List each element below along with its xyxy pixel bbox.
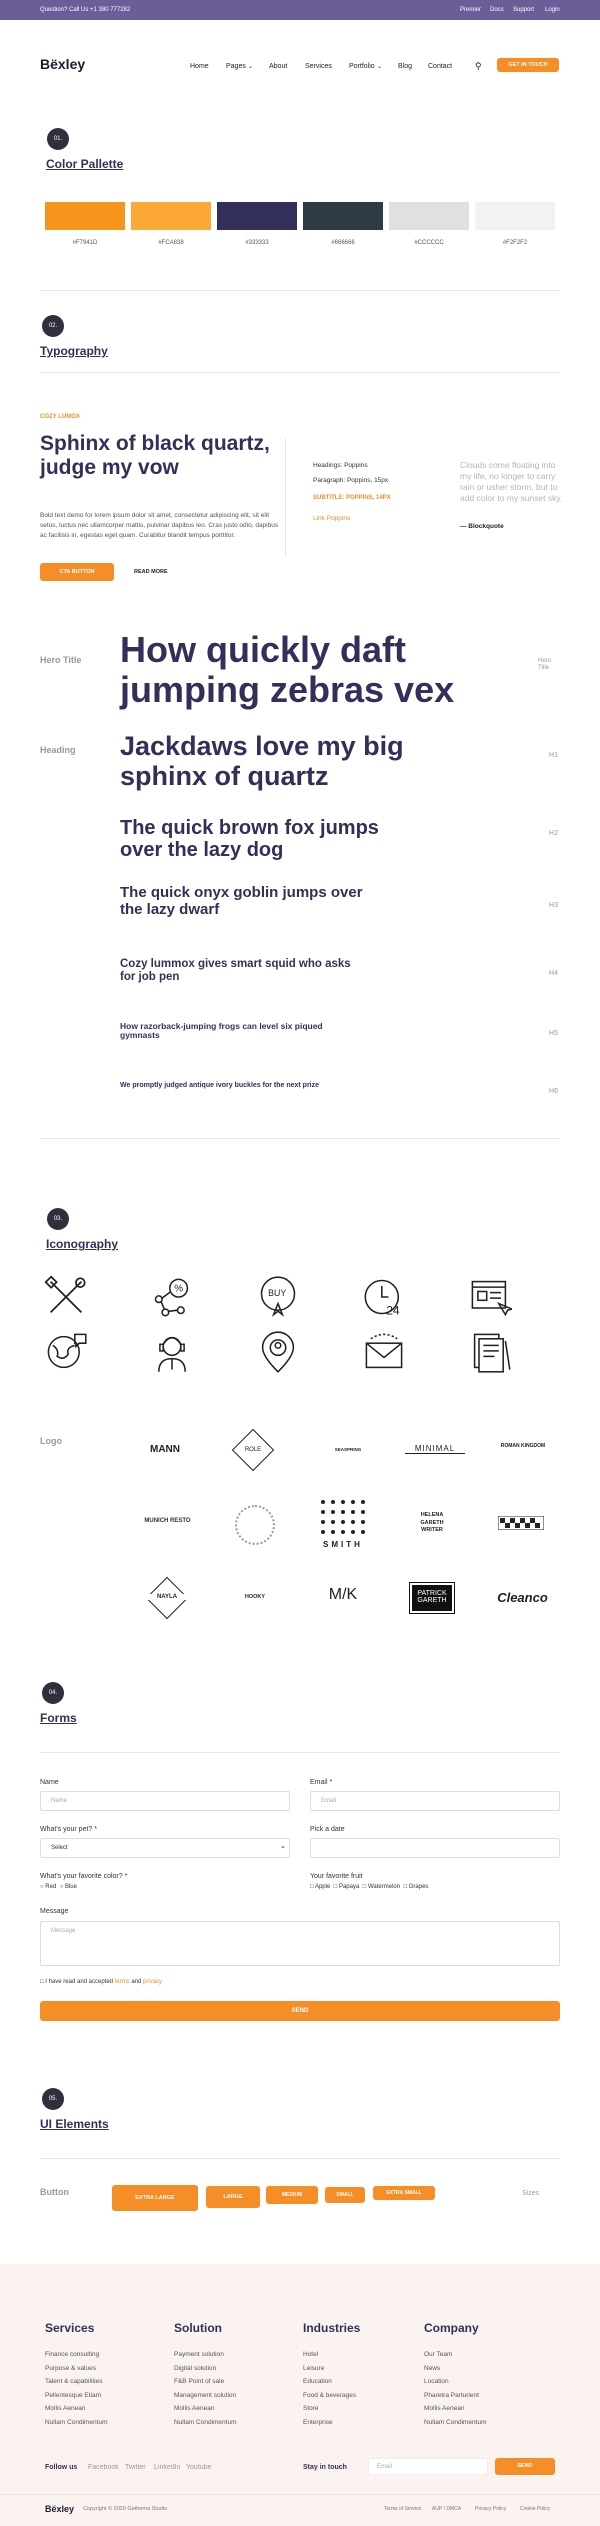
globe-chat-icon [44, 1330, 88, 1374]
topbar-link-docs[interactable]: Docs [490, 7, 504, 13]
checkbox-papaya[interactable]: □ Papaya [333, 1884, 360, 1890]
footer-heading: Services [45, 2321, 95, 2335]
divider [285, 438, 286, 556]
logo-cleanco: Cleanco [497, 1590, 548, 1605]
h2-sample: The quick brown fox jumps over the lazy dog [120, 817, 379, 861]
hero-title-sample: How quickly daft jumping zebras vex [120, 629, 455, 710]
pet-label: What's your pet? * [40, 1826, 97, 1833]
support-agent-icon [150, 1330, 194, 1374]
color-swatch [389, 202, 469, 230]
footer-logo[interactable]: Bëxley [45, 2504, 75, 2514]
tools-icon [44, 1275, 88, 1319]
nav-pages[interactable]: Pages [226, 63, 246, 70]
svg-text:BUY: BUY [268, 1287, 287, 1298]
email-input[interactable]: Email [310, 1791, 560, 1811]
footer-link[interactable]: Pharetra Parturient [424, 2391, 479, 2399]
section-title: Color Pallette [46, 157, 124, 171]
footer-link[interactable]: Leisure [303, 2364, 325, 2372]
topbar-link-login[interactable]: Login [545, 7, 560, 13]
color-label: What's your favorite color? * [40, 1873, 128, 1880]
stay-in-touch-label: Stay in touch [303, 2464, 347, 2471]
radio-red[interactable]: ○ Red [40, 1884, 57, 1890]
button-extra-small[interactable]: EXTRA SMALL [373, 2186, 435, 2200]
footer-column-industries [303, 2321, 360, 2432]
chevron-down-icon: ⌄ [248, 64, 254, 70]
email-label: Email * [310, 1779, 333, 1786]
main-nav [0, 20, 600, 70]
footer-link[interactable]: Nullam Condimentum [174, 2418, 237, 2426]
footer-link[interactable]: Payment solution [174, 2351, 224, 2358]
button-large[interactable]: LARGE [206, 2186, 260, 2208]
topbar-link-support[interactable]: Support [513, 7, 535, 13]
legal-terms[interactable]: Terms of Service [384, 2506, 422, 2512]
message-textarea[interactable]: Message [40, 1921, 560, 1966]
h4-sample: Cozy lummox gives smart squid who asks for job pen [120, 958, 351, 983]
h3-sample: The quick onyx goblin jumps over the lazy dwarf [120, 884, 363, 918]
heading-label: Heading [40, 745, 76, 755]
legal-privacy[interactable]: Privacy Policy [475, 2506, 507, 2512]
footer-heading: Solution [174, 2321, 222, 2335]
footer-link[interactable]: Hotel [303, 2351, 319, 2358]
color-swatch [303, 202, 383, 230]
logo-minimal: MINIMAL [405, 1444, 465, 1454]
nav-about[interactable]: About [269, 63, 288, 70]
footer-link[interactable]: Mollis Aenean [424, 2405, 465, 2412]
svg-text:24: 24 [386, 1303, 400, 1318]
name-input[interactable]: Name [40, 1791, 290, 1811]
h5-sample: How razorback-jumping frogs can level six piqued gymnasts [120, 1021, 323, 1041]
social-twitter[interactable]: Twitter [125, 2464, 146, 2471]
nav-services[interactable]: Services [305, 63, 332, 70]
read-more-link[interactable]: READ MORE [134, 569, 168, 575]
name-label: Name [40, 1779, 59, 1786]
blockquote-author: — Blockquote [460, 523, 504, 530]
section-number: 04. [42, 1682, 64, 1704]
footer-link[interactable]: News [424, 2364, 441, 2372]
footer-heading: Company [424, 2321, 479, 2335]
button-extra-large[interactable]: EXTRA LARGE [112, 2185, 198, 2211]
color-swatch-label: #F7941D [72, 240, 98, 246]
divider [40, 1752, 560, 1753]
logo-role: ROLE [244, 1447, 262, 1453]
logo-hooky: HOOKY [244, 1594, 266, 1600]
footer-link[interactable]: Mollis Aenean [45, 2405, 86, 2412]
checkbox-watermelon[interactable]: □ Watermelon [362, 1884, 401, 1890]
spec-paragraph: Paragraph: Poppins, 15px [313, 477, 389, 484]
get-in-touch-button[interactable]: GET IN TOUCH [497, 58, 559, 72]
documents-icon [468, 1330, 512, 1374]
spec-subtitle: SUBTITLE: POPPINS, 14PX [313, 495, 391, 501]
footer [0, 2264, 600, 2526]
contact-question: Question? Call Us +1 380 777282 [40, 7, 131, 13]
checkbox-apple[interactable]: □ Apple [310, 1884, 331, 1890]
button-medium[interactable]: MEDIUM [266, 2186, 318, 2204]
footer-link[interactable]: Our Team [424, 2351, 453, 2358]
logo-roman-kingdom: ROMAN KINGDOM [500, 1443, 546, 1449]
logo-sun [235, 1505, 275, 1545]
color-swatch-label: #666666 [331, 240, 355, 246]
svg-text:%: % [174, 1283, 183, 1295]
sample-headline: Sphinx of black quartz, judge my vow [40, 432, 270, 480]
email-icon [362, 1330, 406, 1374]
nav-blog[interactable]: Blog [398, 63, 413, 70]
footer-link[interactable]: Pellentesque Etiam [45, 2391, 102, 2399]
footer-column-company [424, 2321, 487, 2432]
color-swatch [217, 202, 297, 230]
footer-link[interactable]: Food & beverages [303, 2391, 357, 2399]
h4-tag: H4 [549, 970, 558, 977]
web-calendar-icon [468, 1275, 512, 1319]
footer-link[interactable]: Education [303, 2378, 332, 2385]
topbar-link-premier[interactable]: Premier [460, 7, 482, 13]
section-title: UI Elements [40, 2117, 109, 2131]
h3-tag: H3 [549, 902, 558, 909]
sizes-label: Sizes [522, 2190, 540, 2197]
footer-heading: Industries [303, 2321, 361, 2335]
logo-smith-dots [318, 1497, 368, 1537]
blockquote: Clouds come floating into my life, no longer to carry rain or usher storm, but to add color to my sunset sky. [460, 460, 563, 504]
logo-label: Logo [40, 1436, 62, 1446]
radio-blue[interactable]: ○ Blue [59, 1884, 77, 1890]
newsletter-send-button[interactable]: SEND [495, 2458, 555, 2475]
logo-checker [498, 1516, 544, 1530]
consent-checkbox[interactable]: □ I have read and accepted terms and privacy [40, 1979, 163, 1985]
buy-rocket-icon [256, 1275, 300, 1319]
terms-link[interactable]: terms [114, 1979, 130, 1985]
logo-helena-gareth: HELENA GARETH WRITER [410, 1512, 454, 1535]
legal-cookie[interactable]: Cookie Policy [520, 2506, 551, 2512]
divider [40, 2158, 560, 2159]
logo-patrick-gareth: PATRICK GARETH [410, 1583, 454, 1613]
date-label: Pick a date [310, 1826, 345, 1833]
nav-home[interactable]: Home [190, 63, 209, 70]
privacy-link[interactable]: privacy [143, 1979, 163, 1985]
footer-link[interactable]: Nullam Condimentum [424, 2418, 487, 2426]
logo-smith: SMITH [323, 1540, 363, 1549]
footer-link[interactable]: Talent & capabilities [45, 2378, 103, 2385]
cta-button[interactable]: CTA BUTTON [40, 563, 114, 581]
logo-mk: M/K [328, 1586, 358, 1603]
color-swatch-label: #333333 [245, 240, 269, 246]
color-swatch [475, 202, 555, 230]
footer-link[interactable]: Finance consulting [45, 2351, 100, 2358]
send-button[interactable]: SEND [40, 2001, 560, 2021]
divider [40, 372, 560, 373]
h1-tag: H1 [549, 752, 558, 759]
pet-select[interactable]: Select [40, 1838, 290, 1858]
h1-sample: Jackdaws love my big sphinx of quartz [120, 731, 404, 791]
divider [40, 290, 560, 291]
percent-network-icon [150, 1275, 194, 1319]
logo-seaspring: SEASPRING [334, 1447, 362, 1452]
section-title: Forms [40, 1711, 77, 1725]
site-logo[interactable]: Bëxley [40, 56, 86, 72]
footer-link[interactable]: Digital solution [174, 2364, 217, 2372]
footer-link[interactable]: Location [424, 2378, 449, 2385]
footer-link[interactable]: Store [303, 2405, 319, 2412]
section-number: 02. [42, 315, 64, 337]
top-bar [0, 0, 600, 20]
fruit-checkbox-group [310, 1884, 428, 1890]
h2-tag: H2 [549, 830, 558, 837]
h5-tag: H5 [549, 1030, 558, 1037]
color-swatch [45, 202, 125, 230]
section-title: Typography [40, 344, 108, 358]
nav-portfolio[interactable]: Portfolio [349, 63, 375, 70]
eyebrow-text: COZY LUMOX [40, 414, 80, 420]
h6-tag: H6 [549, 1088, 558, 1095]
footer-link[interactable]: Management solution [174, 2391, 237, 2399]
fruit-label: Your favorite fruit [310, 1873, 363, 1880]
color-swatch-label: #F2F2F2 [502, 240, 528, 246]
logo-mann: MANN [150, 1444, 180, 1455]
24-hour-clock-icon [362, 1275, 406, 1319]
footer-link[interactable]: Nullam Condimentum [45, 2418, 108, 2426]
chevron-down-icon: ⌄ [377, 64, 383, 70]
logo-nayla: NAYLA [144, 1594, 190, 1600]
social-linkedin[interactable]: LinkedIn [154, 2464, 181, 2471]
divider [0, 2494, 600, 2495]
search-icon[interactable]: ⚲ [475, 61, 482, 71]
nav-contact[interactable]: Contact [428, 63, 453, 70]
color-radio-group [40, 1884, 77, 1890]
button-label: Button [40, 2187, 69, 2197]
follow-us-label: Follow us [45, 2464, 78, 2471]
color-swatch [131, 202, 211, 230]
button-small[interactable]: SMALL [325, 2187, 365, 2203]
chevron-down-icon: ⌄ [280, 1843, 286, 1850]
date-input[interactable] [310, 1838, 560, 1858]
hero-title-tag: Hero Title [538, 658, 552, 672]
social-youtube[interactable]: Youtube [186, 2464, 212, 2471]
footer-link[interactable]: F&B Point of sale [174, 2378, 225, 2385]
checkbox-grapes[interactable]: □ Grapes [403, 1884, 429, 1890]
section-number: 03. [47, 1208, 69, 1230]
hero-title-label: Hero Title [40, 655, 82, 665]
social-facebook[interactable]: Facebook [88, 2464, 119, 2471]
logo-munich-resto: MUNICH RESTO [144, 1518, 191, 1524]
divider [40, 1138, 560, 1139]
sample-paragraph: Bold text demo for lorem ipsum dolor sit amet, consectetur adipiscing elit, sit elit setus, luctus nec ullamcorper mattis, pulvinar dapibus leo. Cras justo odio, dapibus ac facilisis in, egestas eget quam. Curabitur blandit tempus porttitor. [40, 512, 279, 540]
spec-link[interactable]: Link Poppins [313, 515, 351, 522]
color-swatch-label: #CCCCCC [414, 240, 444, 246]
newsletter-email-input[interactable]: Email [368, 2458, 488, 2475]
legal-aup[interactable]: AUP / DMCA [432, 2506, 462, 2512]
message-label: Message [40, 1908, 69, 1915]
location-pin-icon [256, 1330, 300, 1374]
footer-link[interactable]: Enterprise [303, 2418, 333, 2426]
footer-column-solution [174, 2321, 237, 2432]
spec-headings: Headings: Poppins [313, 462, 368, 469]
footer-link[interactable]: Purpose & values [45, 2364, 96, 2372]
color-swatch-label: #FCA838 [158, 240, 184, 246]
section-number: 05. [42, 2088, 64, 2110]
footer-link[interactable]: Mollis Aenean [174, 2405, 215, 2412]
copyright: Copyright © 2020 Gethema Studio [83, 2506, 168, 2512]
footer-column-services [45, 2321, 108, 2432]
section-number: 01. [47, 128, 69, 150]
h6-sample: We promptly judged antique ivory buckles for the next prize [120, 1082, 320, 1089]
section-title: Iconography [46, 1237, 119, 1251]
